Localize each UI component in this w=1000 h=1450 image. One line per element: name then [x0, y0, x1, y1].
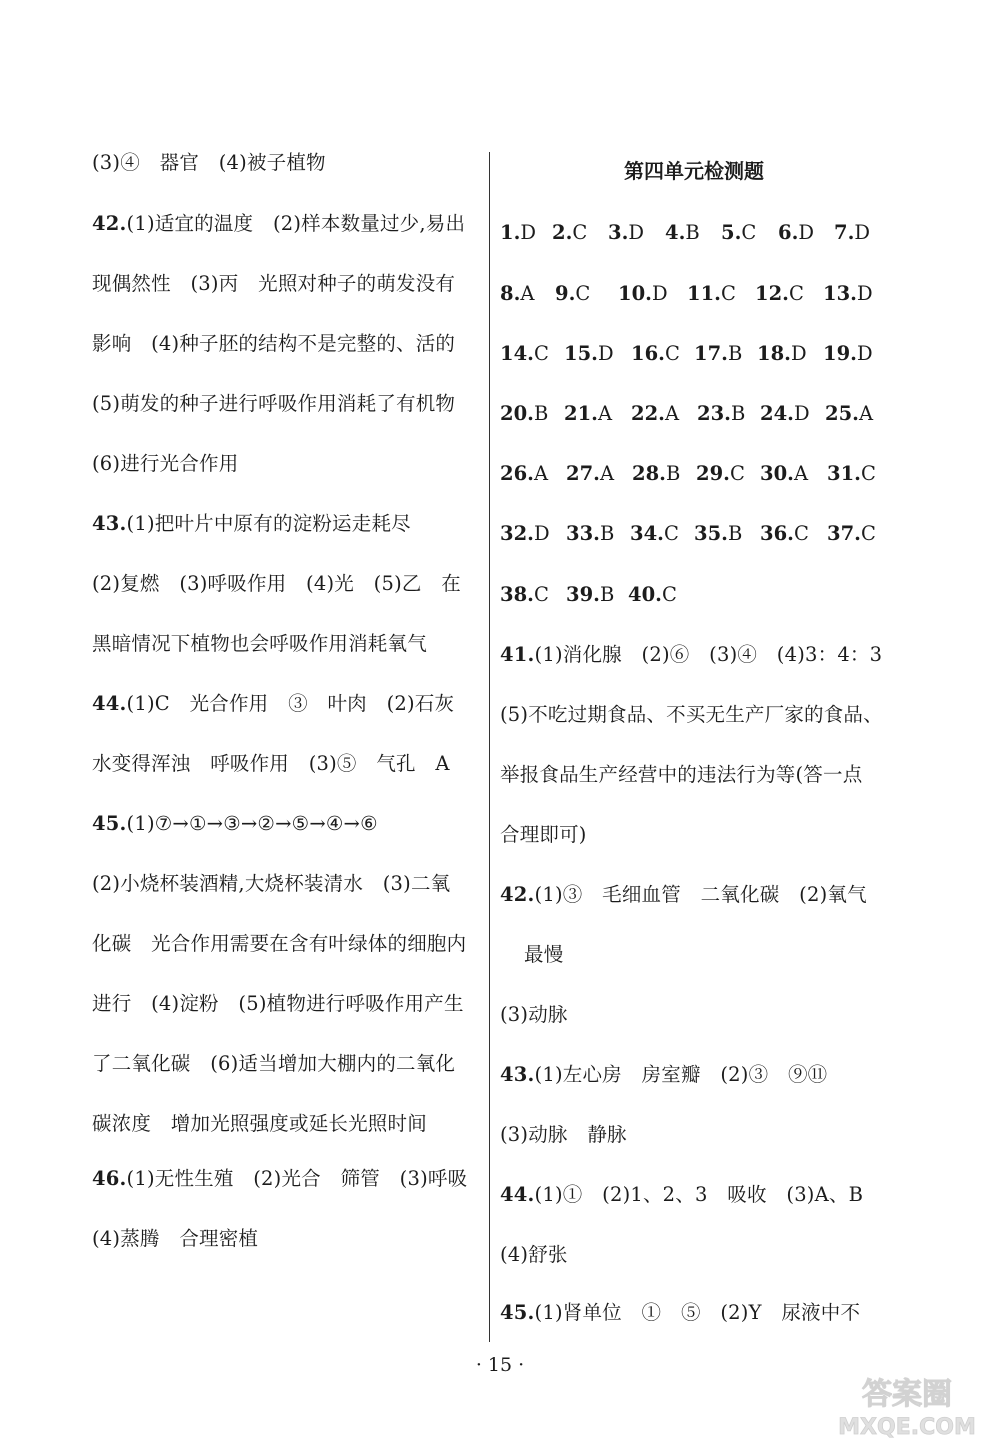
- left-line: (2)小烧杯装酒精,大烧杯装清水 (3)二氧: [92, 872, 451, 895]
- left-line: 化碳 光合作用需要在含有叶绿体的细胞内: [92, 932, 467, 955]
- section-title: 第四单元检测题: [624, 159, 764, 183]
- left-line: 43.(1)把叶片中原有的淀粉运走耗尽: [92, 512, 411, 535]
- right-line: 41.(1)消化腺 (2)⑥ (3)④ (4)3：4：3: [500, 643, 883, 666]
- right-line: 43.(1)左心房 房室瓣 (2)③ ⑨⑪: [500, 1063, 828, 1086]
- right-line: 举报食品生产经营中的违法行为等(答一点: [500, 763, 863, 786]
- watermark-logo: [832, 1370, 982, 1442]
- answer-row: 32.D 33.B 34.C 35.B 36.C 37.C: [500, 522, 876, 545]
- left-line: 46.(1)无性生殖 (2)光合 筛管 (3)呼吸: [92, 1167, 468, 1190]
- left-line: 现偶然性 (3)丙 光照对种子的萌发没有: [92, 272, 456, 295]
- left-line: 42.(1)适宜的温度 (2)样本数量过少,易出: [92, 212, 466, 235]
- right-line: (3)动脉 静脉: [500, 1123, 627, 1146]
- left-line: (4)蒸腾 合理密植: [92, 1227, 259, 1250]
- right-line: 45.(1)肾单位 ① ⑤ (2)Y 尿液中不: [500, 1301, 861, 1324]
- right-line: (4)舒张: [500, 1243, 568, 1266]
- left-line: 碳浓度 增加光照强度或延长光照时间: [92, 1112, 427, 1135]
- left-line: 45.(1)⑦→①→③→②→⑤→④→⑥: [92, 812, 378, 835]
- left-line: 44.(1)C 光合作用 ③ 叶肉 (2)石灰: [92, 692, 455, 715]
- left-line: 黑暗情况下植物也会呼吸作用消耗氧气: [92, 632, 427, 655]
- left-line: (6)进行光合作用: [92, 452, 239, 475]
- answer-row: 14.C 15.D 16.C 17.B 18.D 19.D: [500, 342, 873, 365]
- left-line: 了二氧化碳 (6)适当增加大棚内的二氧化: [92, 1052, 456, 1075]
- answer-row: 38.C 39.B 40.C: [500, 583, 677, 606]
- left-line: 进行 (4)淀粉 (5)植物进行呼吸作用产生: [92, 992, 464, 1015]
- right-line: (3)动脉: [500, 1003, 568, 1026]
- watermark-top-text: 答案圈: [862, 1377, 952, 1412]
- watermark-bottom-text: MXQE.COM: [838, 1415, 976, 1440]
- answer-row: 20.B 21.A 22.A 23.B 24.D 25.A: [500, 402, 874, 425]
- page-number: · 15 ·: [475, 1354, 525, 1376]
- answer-row: 8.A 9.C 10.D 11.C 12.C 13.D: [500, 282, 873, 305]
- answer-row: 1.D 2.C 3.D 4.B 5.C 6.D 7.D: [500, 221, 870, 244]
- right-line: 42.(1)③ 毛细血管 二氧化碳 (2)氧气: [500, 883, 867, 906]
- left-line: (3)④ 器官 (4)被子植物: [92, 151, 326, 174]
- right-line: 44.(1)① (2)1、2、3 吸收 (3)A、B: [500, 1183, 864, 1206]
- column-divider: [489, 152, 490, 1342]
- answer-row: 26.A 27.A 28.B 29.C 30.A 31.C: [500, 462, 876, 485]
- right-line: 最慢: [524, 943, 564, 966]
- right-line: 合理即可): [500, 823, 587, 846]
- left-line: 水变得浑浊 呼吸作用 (3)⑤ 气孔 A: [92, 752, 450, 775]
- left-line: (5)萌发的种子进行呼吸作用消耗了有机物: [92, 392, 456, 415]
- left-line: (2)复燃 (3)呼吸作用 (4)光 (5)乙 在: [92, 572, 461, 595]
- right-line: (5)不吃过期食品、不买无生产厂家的食品、: [500, 703, 883, 726]
- left-line: 影响 (4)种子胚的结构不是完整的、活的: [92, 332, 456, 355]
